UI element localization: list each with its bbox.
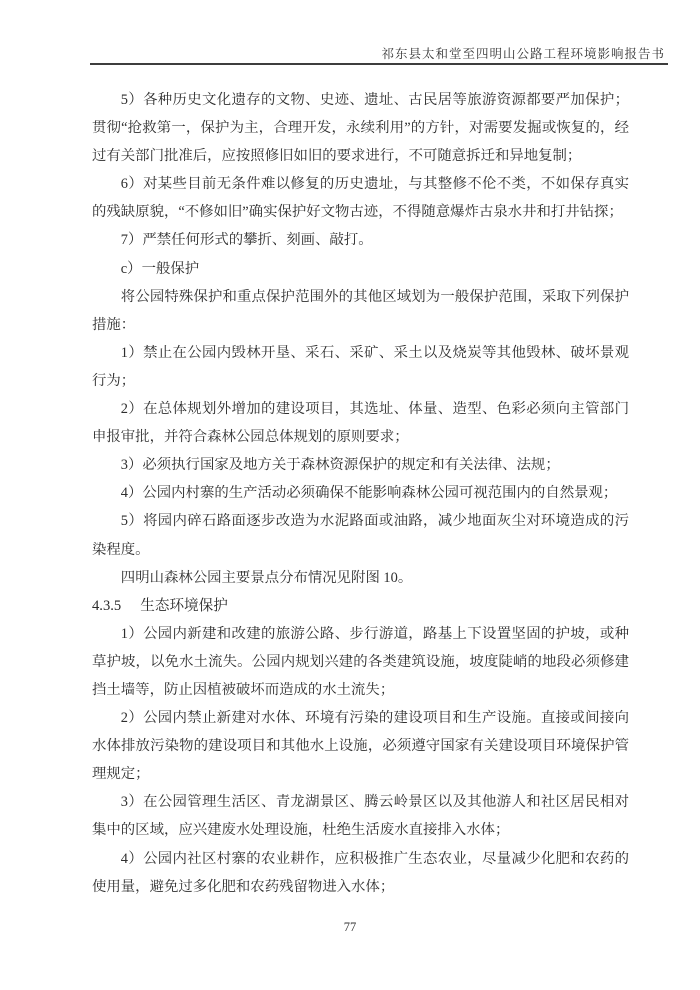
paragraph-measure-3: 3）必须执行国家及地方关于森林资源保护的规定和有关法律、法规； <box>120 457 560 474</box>
paragraph-eco-1: 1）公园内新建和改建的旅游公路、步行游道，路基上下设置坚固的护坡，或种草护坡，以免水土流失。公园内规划兴建的各类建筑设施，坡度陡峭的地段必须修建挡土墙等，防止因植被破坏而造成的水土流失； <box>92 625 629 698</box>
paragraph-measure-5: 5）将园内碎石路面逐步改造为水泥路面或油路，减少地面灰尘对环境造成的污染程度。 <box>92 513 629 558</box>
document-body <box>92 86 629 901</box>
paragraph-eco-4: 4）公园内社区村寨的农业耕作，应积极推广生态农业，尽量减少化肥和农药的使用量，避免过多化肥和农药残留物进入水体； <box>92 850 629 895</box>
running-header-title: 祁东县太和堂至四明山公路工程环境影响报告书 <box>381 47 665 61</box>
section-title: 生态环境保护 <box>140 597 228 614</box>
paragraph-measure-2: 2）在总体规划外增加的建设项目，其选址、体量、造型、色彩必须向主管部门申报审批，并符合森林公园总体规划的原则要求； <box>92 401 629 446</box>
section-heading <box>92 592 629 620</box>
section-number: 4.3.5 <box>92 597 122 614</box>
paragraph-eco-2: 2）公园内禁止新建对水体、环境有污染的建设项目和生产设施。直接或间接向水体排放污染物的建设项目和其他水上设施，必须遵守国家有关建设项目环境保护管理规定； <box>92 710 629 783</box>
paragraph-general-protection-label: c）一般保护 <box>120 260 200 277</box>
paragraph-scenic-spots-note: 四明山森林公园主要景点分布情况见附图 10。 <box>120 569 413 586</box>
header-rule <box>90 63 668 65</box>
paragraph-measure-1: 1）禁止在公园内毁林开垦、采石、采矿、采土以及烧炭等其他毁林、破坏景观行为； <box>92 344 629 389</box>
paragraph-general-protection-intro: 将公园特殊保护和重点保护范围外的其他区域划为一般保护范围，采取下列保护措施： <box>92 288 629 333</box>
paragraph-measure-4: 4）公园内村寨的生产活动必须确保不能影响森林公园可视范围内的自然景观； <box>120 485 618 502</box>
paragraph-eco-3: 3）在公园管理生活区、青龙湖景区、腾云岭景区以及其他游人和社区居民相对集中的区域，应兴建废水处理设施，杜绝生活废水直接排入水体； <box>92 794 629 839</box>
paragraph-item-5-protection: 5）各种历史文化遗存的文物、史迹、遗址、古民居等旅游资源都要严加保护；贯彻“抢救第一，保护为主，合理开发，永续利用”的方针，对需要发掘或恢复的，经过有关部门批准后，应按照修旧如旧的要求进行，不可随意拆迁和异地复制； <box>92 92 629 165</box>
page-number: 77 <box>343 920 357 934</box>
paragraph-item-7-protection: 7）严禁任何形式的攀折、刻画、敲打。 <box>120 232 373 249</box>
paragraph-item-6-protection: 6）对某些目前无条件难以修复的历史遗址，与其整修不伦不类，不如保存真实的残缺原貌，“不修如旧”确实保护好文物古迹，不得随意爆炸古泉水井和打井钻探； <box>92 176 629 221</box>
